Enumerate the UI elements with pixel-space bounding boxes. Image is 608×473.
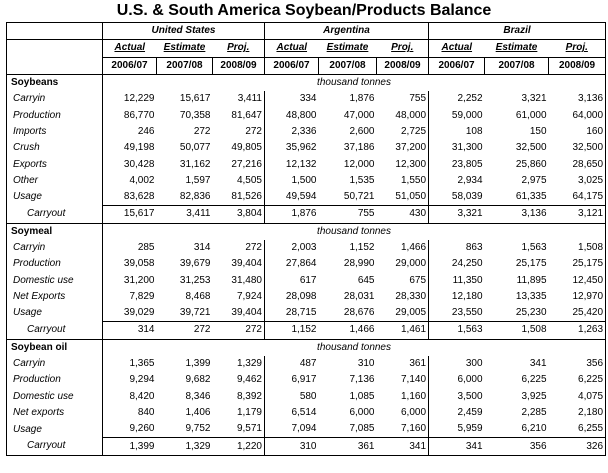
value-cell: 6,210: [521, 423, 547, 435]
value-cell: 7,924: [236, 290, 262, 302]
value-cell: 1,329: [157, 438, 213, 455]
value-cell: 12,300: [395, 158, 427, 170]
column-header: Estimate: [163, 42, 206, 54]
column-header: Proj.: [391, 42, 414, 54]
table-row: [7, 289, 606, 305]
value-cell: 160: [586, 125, 604, 137]
value-cell: 1,563: [521, 242, 547, 253]
table-row: [7, 240, 606, 256]
value-cell: 12,000: [343, 158, 375, 170]
value-cell: 12,450: [572, 274, 604, 286]
value-cell: 3,411: [157, 206, 213, 223]
value-cell: 6,917: [265, 372, 319, 388]
value-cell: 1,550: [400, 174, 427, 186]
value-cell: 1,152: [349, 242, 375, 253]
table-row: [7, 305, 606, 322]
value-cell: 341: [377, 438, 429, 455]
value-cell: 5,959: [429, 421, 485, 438]
value-cell: 3,411: [237, 93, 262, 105]
value-cell: 32,500: [515, 142, 547, 154]
table-row: [7, 256, 606, 272]
section-header-row: [7, 339, 606, 356]
row-label: Net Exports: [13, 290, 66, 302]
section-title: Soybeans: [11, 77, 59, 89]
row-label: Exports: [13, 158, 47, 170]
value-cell: 15,617: [103, 206, 157, 223]
value-cell: 1,535: [349, 174, 375, 186]
table-row: [7, 156, 606, 172]
value-cell: 49,198: [103, 140, 157, 156]
value-cell: 272: [157, 322, 213, 339]
value-cell: 1,152: [265, 322, 319, 339]
value-cell: 86,770: [103, 107, 157, 123]
column-header: Estimate: [326, 42, 369, 54]
table-row: [7, 372, 606, 388]
value-cell: 361: [319, 438, 377, 455]
section-header-row: [7, 74, 606, 91]
row-label: Usage: [13, 307, 42, 319]
row-label: Usage: [13, 191, 42, 203]
value-cell: 2,003: [265, 240, 319, 256]
value-cell: 27,864: [265, 256, 319, 272]
row-label: Other: [13, 174, 39, 186]
value-cell: 28,676: [343, 307, 375, 319]
value-cell: 3,321: [521, 93, 547, 105]
value-cell: 12,229: [103, 91, 157, 107]
value-cell: 25,420: [572, 307, 604, 319]
value-cell: 356: [586, 358, 604, 370]
value-cell: 285: [103, 240, 157, 256]
value-cell: 1,406: [185, 406, 211, 418]
value-cell: 12,180: [429, 289, 485, 305]
row-label: Net exports: [13, 406, 65, 418]
value-cell: 6,255: [578, 423, 604, 435]
value-cell: 8,346: [185, 390, 211, 402]
value-cell: 39,404: [231, 307, 262, 319]
value-cell: 487: [265, 356, 319, 372]
value-cell: 28,098: [265, 289, 319, 305]
value-cell: 755: [319, 206, 377, 223]
value-cell: 1,160: [400, 390, 427, 402]
corner-cell: [7, 23, 103, 40]
table-row: [7, 272, 606, 288]
row-label: Production: [13, 109, 61, 121]
value-cell: 32,500: [572, 142, 604, 154]
value-cell: 1,329: [236, 358, 262, 370]
value-cell: 6,000: [400, 406, 427, 418]
value-cell: 580: [265, 389, 319, 405]
value-cell: 49,805: [231, 142, 262, 154]
row-label: Carryout: [27, 208, 66, 220]
value-cell: 28,330: [395, 290, 427, 302]
value-cell: 27,216: [231, 158, 262, 170]
value-cell: 246: [103, 124, 157, 140]
corner-cell: [7, 40, 103, 57]
value-cell: 51,050: [395, 191, 427, 203]
row-label: Carryout: [27, 440, 66, 452]
column-header: Actual: [103, 40, 157, 57]
value-cell: 1,500: [265, 173, 319, 189]
corner-cell: [7, 57, 103, 74]
year-header: 2006/07: [103, 57, 157, 74]
value-cell: 314: [103, 322, 157, 339]
region-header: Brazil: [429, 23, 606, 40]
value-cell: 3,136: [578, 93, 604, 105]
value-cell: 6,225: [578, 374, 604, 386]
value-cell: 1,399: [103, 438, 157, 455]
value-cell: 1,466: [319, 322, 377, 339]
value-cell: 4,075: [578, 390, 604, 402]
value-cell: 23,550: [429, 305, 485, 322]
value-cell: 82,836: [179, 191, 211, 203]
value-cell: 1,563: [429, 322, 485, 339]
value-cell: 9,682: [185, 374, 211, 386]
value-cell: 4,505: [236, 174, 262, 186]
row-label: Carryout: [27, 324, 66, 336]
value-cell: 70,358: [179, 109, 211, 121]
value-cell: 39,404: [231, 258, 262, 270]
value-cell: 28,990: [343, 258, 375, 270]
value-cell: 7,136: [349, 374, 375, 386]
year-header: 2007/08: [485, 57, 549, 74]
row-label: Production: [13, 374, 61, 386]
value-cell: 7,160: [400, 423, 427, 435]
table-row: [7, 322, 606, 339]
value-cell: 7,829: [103, 289, 157, 305]
value-cell: 23,805: [429, 156, 485, 172]
value-cell: 1,365: [103, 356, 157, 372]
value-cell: 3,925: [521, 390, 547, 402]
units-label: thousand tonnes: [103, 223, 606, 240]
value-cell: 31,480: [231, 274, 262, 286]
value-cell: 3,121: [549, 206, 606, 223]
value-cell: 2,252: [429, 91, 485, 107]
value-cell: 1,179: [236, 406, 262, 418]
row-label: Crush: [13, 142, 40, 154]
value-cell: 8,392: [236, 390, 262, 402]
value-cell: 6,514: [265, 405, 319, 421]
value-cell: 50,721: [343, 191, 375, 203]
table-row: [7, 206, 606, 223]
value-cell: 61,335: [515, 191, 547, 203]
value-cell: 48,800: [265, 107, 319, 123]
value-cell: 310: [357, 358, 375, 370]
value-cell: 9,752: [185, 423, 211, 435]
value-cell: 28,715: [265, 305, 319, 322]
value-cell: 1,085: [349, 390, 375, 402]
value-cell: 1,220: [213, 438, 265, 455]
value-cell: 48,000: [395, 109, 427, 121]
table-row: [7, 389, 606, 405]
value-cell: 39,679: [179, 258, 211, 270]
value-cell: 341: [429, 438, 485, 455]
column-header-row: [7, 40, 606, 57]
value-cell: 2,725: [400, 125, 427, 137]
value-cell: 30,428: [103, 156, 157, 172]
value-cell: 1,461: [377, 322, 429, 339]
row-label: Imports: [13, 125, 47, 137]
row-label: Carryin: [13, 358, 46, 370]
value-cell: 31,162: [179, 158, 211, 170]
value-cell: 47,000: [343, 109, 375, 121]
value-cell: 3,136: [485, 206, 549, 223]
balance-table: [6, 22, 606, 456]
value-cell: 2,285: [521, 406, 547, 418]
value-cell: 31,200: [103, 272, 157, 288]
column-header: Proj.: [227, 42, 250, 54]
row-label: Domestic use: [13, 274, 74, 286]
value-cell: 1,399: [185, 358, 211, 370]
value-cell: 272: [245, 242, 262, 253]
year-header: 2008/09: [213, 57, 265, 74]
table-row: [7, 173, 606, 189]
value-cell: 1,876: [349, 93, 375, 105]
table-row: [7, 438, 606, 455]
year-header: 2006/07: [265, 57, 319, 74]
region-header: United States: [103, 23, 265, 40]
year-header: 2006/07: [429, 57, 485, 74]
value-cell: 8,468: [185, 290, 211, 302]
value-cell: 863: [429, 240, 485, 256]
value-cell: 300: [429, 356, 485, 372]
region-header-row: [7, 23, 606, 40]
value-cell: 12,132: [265, 156, 319, 172]
value-cell: 7,085: [349, 423, 375, 435]
value-cell: 29,000: [395, 258, 427, 270]
column-header: Estimate: [495, 42, 538, 54]
year-header: 2007/08: [157, 57, 213, 74]
value-cell: 1,466: [400, 242, 427, 253]
value-cell: 108: [429, 124, 485, 140]
value-cell: 1,597: [185, 174, 211, 186]
value-cell: 25,175: [515, 258, 547, 270]
section-header-row: [7, 223, 606, 240]
value-cell: 31,300: [429, 140, 485, 156]
value-cell: 150: [529, 125, 547, 137]
value-cell: 25,230: [515, 307, 547, 319]
value-cell: 8,420: [103, 389, 157, 405]
page-title: U.S. & South America Soybean/Products Balance: [116, 2, 492, 19]
value-cell: 356: [485, 438, 549, 455]
value-cell: 334: [265, 91, 319, 107]
value-cell: 645: [357, 274, 375, 286]
value-cell: 12,970: [572, 290, 604, 302]
year-header-row: [7, 57, 606, 74]
value-cell: 6,000: [429, 372, 485, 388]
table-row: [7, 124, 606, 140]
value-cell: 326: [549, 438, 606, 455]
table-row: [7, 405, 606, 421]
section-title: Soymeal: [7, 223, 103, 240]
value-cell: 272: [245, 125, 262, 137]
value-cell: 29,005: [395, 307, 427, 319]
column-header: Actual: [265, 40, 319, 57]
value-cell: 4,002: [103, 173, 157, 189]
value-cell: 3,025: [578, 174, 604, 186]
column-header: Actual: [429, 40, 485, 57]
region-header: Argentina: [265, 23, 429, 40]
value-cell: 28,031: [343, 290, 375, 302]
value-cell: 272: [213, 322, 265, 339]
value-cell: 59,000: [429, 107, 485, 123]
value-cell: 617: [265, 272, 319, 288]
value-cell: 2,180: [578, 406, 604, 418]
value-cell: 64,000: [572, 109, 604, 121]
value-cell: 39,721: [179, 307, 211, 319]
value-cell: 361: [409, 358, 427, 370]
table-row: [7, 421, 606, 438]
row-label: Usage: [13, 423, 42, 435]
units-label: thousand tonnes: [103, 74, 606, 91]
value-cell: 6,225: [521, 374, 547, 386]
value-cell: 11,895: [516, 274, 547, 286]
value-cell: 13,335: [515, 290, 547, 302]
units-label: thousand tonnes: [103, 339, 606, 356]
year-header: 2008/09: [377, 57, 429, 74]
value-cell: 755: [409, 93, 427, 105]
value-cell: 50,077: [179, 142, 211, 154]
value-cell: 3,500: [429, 389, 485, 405]
value-cell: 840: [103, 405, 157, 421]
value-cell: 24,250: [429, 256, 485, 272]
value-cell: 7,140: [400, 374, 427, 386]
value-cell: 2,336: [265, 124, 319, 140]
column-header: Proj.: [565, 42, 588, 54]
row-label: Carryin: [13, 242, 46, 253]
value-cell: 61,000: [515, 109, 547, 121]
table-row: [7, 356, 606, 372]
value-cell: 9,294: [103, 372, 157, 388]
value-cell: 3,804: [213, 206, 265, 223]
value-cell: 2,934: [429, 173, 485, 189]
value-cell: 675: [409, 274, 427, 286]
row-label: Carryin: [13, 93, 46, 105]
value-cell: 35,962: [265, 140, 319, 156]
row-label: Domestic use: [13, 390, 74, 402]
value-cell: 2,600: [349, 125, 375, 137]
value-cell: 1,876: [265, 206, 319, 223]
value-cell: 39,058: [103, 256, 157, 272]
value-cell: 272: [193, 125, 211, 137]
value-cell: 37,200: [395, 142, 427, 154]
value-cell: 25,860: [515, 158, 547, 170]
value-cell: 64,175: [572, 191, 604, 203]
year-header: 2007/08: [319, 57, 377, 74]
value-cell: 58,039: [429, 189, 485, 206]
table-row: [7, 140, 606, 156]
table-row: [7, 189, 606, 206]
table-row: [7, 107, 606, 123]
value-cell: 11,350: [429, 272, 485, 288]
value-cell: 9,462: [236, 374, 262, 386]
value-cell: 39,029: [103, 305, 157, 322]
value-cell: 341: [529, 358, 547, 370]
value-cell: 1,508: [485, 322, 549, 339]
value-cell: 6,000: [349, 406, 375, 418]
value-cell: 83,628: [103, 189, 157, 206]
value-cell: 28,650: [572, 158, 604, 170]
value-cell: 31,253: [179, 274, 211, 286]
value-cell: 37,186: [343, 142, 375, 154]
value-cell: 81,647: [231, 109, 262, 121]
value-cell: 7,094: [265, 421, 319, 438]
table-row: [7, 91, 606, 107]
value-cell: 15,617: [179, 93, 211, 105]
value-cell: 9,571: [236, 423, 262, 435]
section-title: Soybean oil: [7, 339, 103, 356]
value-cell: 310: [265, 438, 319, 455]
row-label: Production: [13, 258, 61, 270]
value-cell: 3,321: [429, 206, 485, 223]
value-cell: 314: [193, 242, 211, 253]
value-cell: 2,459: [429, 405, 485, 421]
value-cell: 25,175: [572, 258, 604, 270]
value-cell: 1,263: [549, 322, 606, 339]
value-cell: 430: [377, 206, 429, 223]
value-cell: 2,975: [521, 174, 547, 186]
value-cell: 81,526: [231, 191, 262, 203]
value-cell: 9,260: [103, 421, 157, 438]
value-cell: 1,508: [578, 242, 604, 253]
value-cell: 49,594: [265, 189, 319, 206]
year-header: 2008/09: [549, 57, 606, 74]
